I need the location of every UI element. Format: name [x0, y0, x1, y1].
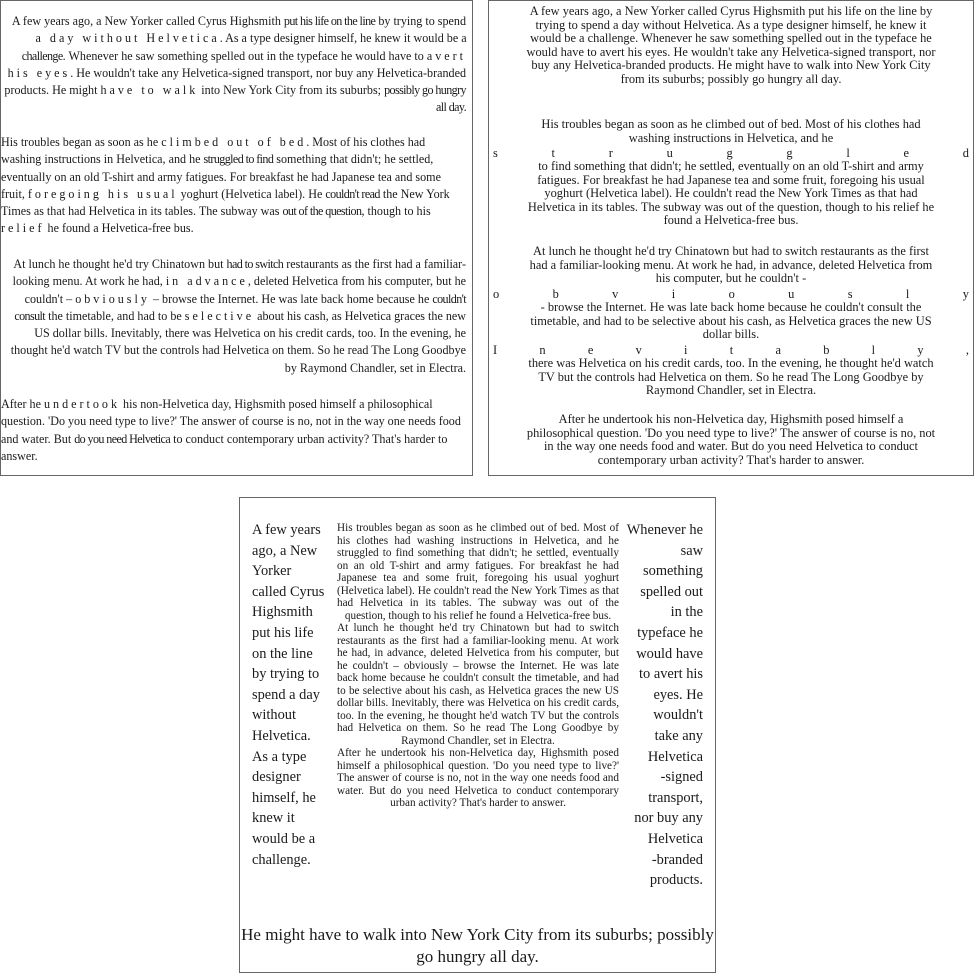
- spread-letter: n: [539, 343, 546, 357]
- text-run-spaced: climbed out of bed: [161, 135, 307, 149]
- text-run-tight: struggled to find: [203, 152, 274, 167]
- column-line: -signed: [660, 769, 703, 786]
- spread-letter: t: [729, 343, 734, 357]
- spread-word-inevitably: [493, 343, 969, 357]
- spread-letter: d: [962, 146, 969, 160]
- spread-letter: ,: [965, 343, 969, 357]
- text-run-tight: had to switch: [226, 257, 284, 271]
- text-run-tight: a challenge: [21, 31, 466, 63]
- column-line: by trying to: [252, 666, 320, 683]
- column-line: nor buy any: [634, 810, 703, 827]
- layout-panel-centered: [488, 0, 974, 476]
- spread-word-obviously: [493, 287, 969, 301]
- spread-letter: r: [608, 146, 613, 160]
- text-run: yoghurt (Helvetica label). He: [177, 186, 326, 201]
- text-run-spaced: a day without Helvetica: [35, 31, 220, 46]
- column-line: put his life: [252, 624, 314, 641]
- column-line: typeface he: [637, 624, 703, 641]
- column-line: himself, he: [252, 789, 316, 806]
- spread-letter: g: [786, 146, 793, 160]
- column-line: on the line: [252, 645, 313, 662]
- panel1-paragraph-3: [1, 256, 466, 377]
- spread-letter: I: [493, 343, 498, 357]
- column-line: wouldn't: [653, 707, 703, 724]
- text-run: by trying to spend: [375, 14, 466, 28]
- column-line: challenge.: [252, 851, 311, 868]
- text-run-tight: out of the question: [282, 204, 362, 219]
- spread-letter: b: [552, 287, 559, 301]
- text-run: A few years ago, a New Yorker called Cyrus Highsmith: [11, 14, 284, 28]
- spread-letter: y: [917, 343, 924, 357]
- layout-panel-spacing: [0, 0, 473, 476]
- spread-letter: e: [903, 146, 910, 160]
- text-run: . Whenever he saw something spelled out in the typeface he would have to: [62, 48, 427, 63]
- panel2-paragraph-2a: His troubles began as soon as he climbed out of bed. Most of his clothes had washing instructions in Helvetica, and he: [541, 117, 921, 145]
- spread-word-struggled: [493, 146, 969, 160]
- text-run-spaced: avert his eyes: [7, 48, 466, 80]
- text-run: the New York Times as that had Helvetica in its tables. The subway was: [1, 186, 450, 219]
- column-line: products.: [649, 872, 703, 889]
- column-line: Helvetica: [647, 748, 703, 765]
- spread-letter: y: [962, 287, 969, 301]
- panel2-paragraph-3c: there was Helvetica on his credit cards, too. In the evening, he thought he'd watch TV but the controls had Helvetica on them. So he read The Long Goodbye by Raymond Chandler, set in Electra.: [528, 356, 934, 398]
- spread-letter: s: [847, 287, 853, 301]
- text-run-tight: possibly go hungry all day.: [384, 83, 466, 115]
- text-run-tight: put his life on the line: [283, 14, 376, 28]
- panel2-paragraph-2b: to find something that didn't; he settled, eventually on an old T-shirt and army fatigues. For breakfast he had Japanese tea and some fruit, foregoing his usual yoghurt (Helvetica label). He couldn't read the New York Times as that had Helvetica in its tables. The subway was out of the question, though to his relief he found a Helvetica-free bus.: [527, 159, 935, 228]
- text-run-spaced: in advance: [165, 274, 248, 289]
- column-line: spend a day: [252, 686, 320, 703]
- column-line: take any: [654, 727, 703, 744]
- column-line: knew it: [252, 810, 295, 827]
- column-line: Whenever he: [626, 522, 703, 538]
- text-run: . Most of his clothes had washing instructions in Helvetica, and he: [1, 135, 426, 167]
- spread-letter: o: [728, 287, 735, 301]
- column-line: would be a: [252, 830, 316, 847]
- layout-panel-columns: [239, 497, 716, 973]
- text-run: into New York City from its suburbs;: [198, 83, 385, 98]
- text-run-spaced: relief: [1, 221, 45, 236]
- text-run-spaced: have to walk: [100, 83, 199, 98]
- middle-paragraph-1: His troubles began as soon as he climbed out of bed. Most of his clothes had washing instructions in Helvetica, and he struggled to find something that didn't; he settled, eventually on an old T-shirt and army fatigues. For breakfast he had Japanese tea and some fruit, foregoing his usual yoghurt (Helvetica label). He couldn't read the New York Times as that had Helvetica in its tables. The subway was out of the question, though to his relief he found a Helvetica-free bus.: [337, 522, 619, 622]
- column-line: Helvetica.: [252, 727, 311, 744]
- text-run: , deleted Helvetica from his computer, but he couldn't –: [24, 274, 466, 306]
- text-run: , though to his: [361, 204, 431, 219]
- column-line: ago, a New: [252, 542, 318, 559]
- panel2-paragraph-1: A few years ago, a New Yorker called Cyrus Highsmith put his life on the line by trying to spend a day without Helvetica. As a type designer himself, he knew it would be a challenge. Whenever he saw something spelled out in the typeface he would have to avert his eyes. He wouldn't take any Helvetica-signed transport, nor buy any Helvetica-branded products. He might have to walk into New York City from its suburbs; possibly go hungry all day.: [526, 4, 936, 86]
- panel2-paragraph-3b: - browse the Internet. He was late back home because he couldn't consult the timetable, and had to be selective about his cash, as Helvetica graces the new US dollar bills.: [530, 300, 932, 342]
- text-run: restaurants as the first had a familiar-looking menu. At work he had,: [12, 257, 466, 289]
- column-line: -branded: [651, 851, 703, 868]
- spread-letter: t: [551, 146, 555, 160]
- text-run-tight: do you need Helvetica: [74, 431, 171, 446]
- column-line: would have: [636, 645, 703, 662]
- column-line: A few years: [252, 522, 321, 538]
- text-run-tight: couldn't consult: [14, 291, 466, 323]
- column-line: something: [643, 563, 703, 580]
- spread-letter: e: [587, 343, 594, 357]
- spread-letter: l: [846, 146, 850, 160]
- spread-letter: l: [871, 343, 876, 357]
- middle-paragraph-3: After he undertook his non-Helvetica day, Highsmith posed himself a philosophical question. 'Do you need type to live?' The answer of course is no, not in the way one needs food and water. But do you need Helvetica to conduct contemporary urban activity? That's harder to answer.: [337, 747, 619, 809]
- text-run: to conduct contemporary urban activity? That's harder to answer.: [1, 431, 448, 463]
- column-line: saw: [680, 542, 703, 559]
- text-run: – browse the Internet. He was late back home because he: [149, 291, 433, 306]
- column-line: Highsmith: [252, 604, 313, 621]
- bottom-line: He might have to walk into New York City from its suburbs; possibly go hungry all day.: [241, 925, 714, 966]
- text-run: . As a type designer himself, he knew it would be: [219, 31, 462, 46]
- column-line: transport,: [648, 789, 703, 806]
- panel1-paragraph-1: [1, 13, 466, 117]
- text-run-spaced: undertook: [43, 397, 121, 411]
- column-line: to avert his: [639, 666, 703, 683]
- column-line: eyes. He: [653, 686, 703, 703]
- spread-letter: v: [635, 343, 642, 357]
- text-run: his non-Helvetica day, Highsmith posed himself a philosophical question. 'Do you need type to live?' The answer of course is no, not in the way one needs food and water. But: [1, 397, 461, 446]
- text-run: the timetable, and had to be: [45, 308, 185, 323]
- spread-letter: l: [905, 287, 910, 301]
- text-run: about his cash, as Helvetica graces the new US dollar bills. Inevitably, there was Helvetica on his credit cards, too. In the evening, he thought he'd watch TV but the controls had Helvetica on them. So he read The Long Goodbye by Raymond Chandler, set in Electra.: [10, 308, 466, 375]
- panel1-paragraph-2: [1, 134, 466, 238]
- spread-letter: i: [684, 343, 688, 357]
- text-run: His troubles began as soon as he: [1, 135, 162, 149]
- text-run-spaced: selective: [184, 308, 255, 323]
- panel2-paragraph-4: After he undertook his non-Helvetica day, Highsmith posed himself a philosophical question. 'Do you need type to live?' The answer of course is no, not in the way one needs food and water. But do you need Helvetica to conduct contemporary urban activity? That's harder to answer.: [526, 412, 936, 467]
- spread-letter: i: [671, 287, 676, 301]
- text-run: After he: [1, 397, 44, 411]
- spread-letter: v: [612, 287, 619, 301]
- spread-letter: g: [726, 146, 733, 160]
- panel1-paragraph-4: [1, 396, 466, 465]
- column-line: Helvetica: [647, 830, 703, 847]
- spread-letter: s: [493, 146, 498, 160]
- column-line: in the: [670, 604, 703, 621]
- right-column: [607, 520, 703, 891]
- spread-letter: b: [823, 343, 830, 357]
- spread-letter: u: [788, 287, 795, 301]
- text-run: At lunch he thought he'd try Chinatown but: [13, 257, 227, 271]
- column-line: Yorker: [252, 563, 292, 580]
- left-column: [252, 520, 338, 870]
- middle-paragraph-2: At lunch he thought he'd try Chinatown but had to switch restaurants as the first had a familiar-looking menu. At work he had, in advance, deleted Helvetica from his computer, but he couldn't – obviously – browse the Internet. He was late back home because he couldn't consult the timetable, and had to be selective about his cash, as Helvetica graces the new US dollar bills. Inevitably, there was Helvetica on his credit cards, too. In the evening, he thought he'd watch TV but the controls had Helvetica on them. So he read The Long Goodbye by Raymond Chandler, set in Electra.: [337, 622, 619, 747]
- column-line: called Cyrus: [252, 583, 325, 600]
- text-run: . He wouldn't take any Helvetica-signed transport, nor buy any Helvetica-branded products. He might: [4, 65, 466, 98]
- panel2-paragraph-3a: At lunch he thought he'd try Chinatown but had to switch restaurants as the first had a familiar-looking menu. At work he had, in advance, deleted Helvetica from his computer, but he couldn't -: [529, 244, 933, 286]
- text-run-tight: couldn't read: [325, 186, 380, 201]
- text-run: something that didn't; he settled, eventually on an old T-shirt and army fatigues. For breakfast he had Japanese tea and some fruit,: [1, 152, 441, 201]
- column-line: without: [252, 707, 296, 724]
- text-run-spaced: foregoing his usual: [27, 186, 178, 201]
- column-line: As a type: [252, 748, 307, 765]
- text-run-spaced: obviously: [75, 291, 150, 306]
- spread-letter: a: [775, 343, 781, 357]
- middle-column: [337, 522, 619, 810]
- spread-letter: u: [666, 146, 673, 160]
- column-line: designer: [252, 769, 301, 786]
- spread-letter: o: [493, 287, 500, 301]
- text-run: he found a Helvetica-free bus.: [44, 221, 194, 236]
- column-line: spelled out: [640, 583, 703, 600]
